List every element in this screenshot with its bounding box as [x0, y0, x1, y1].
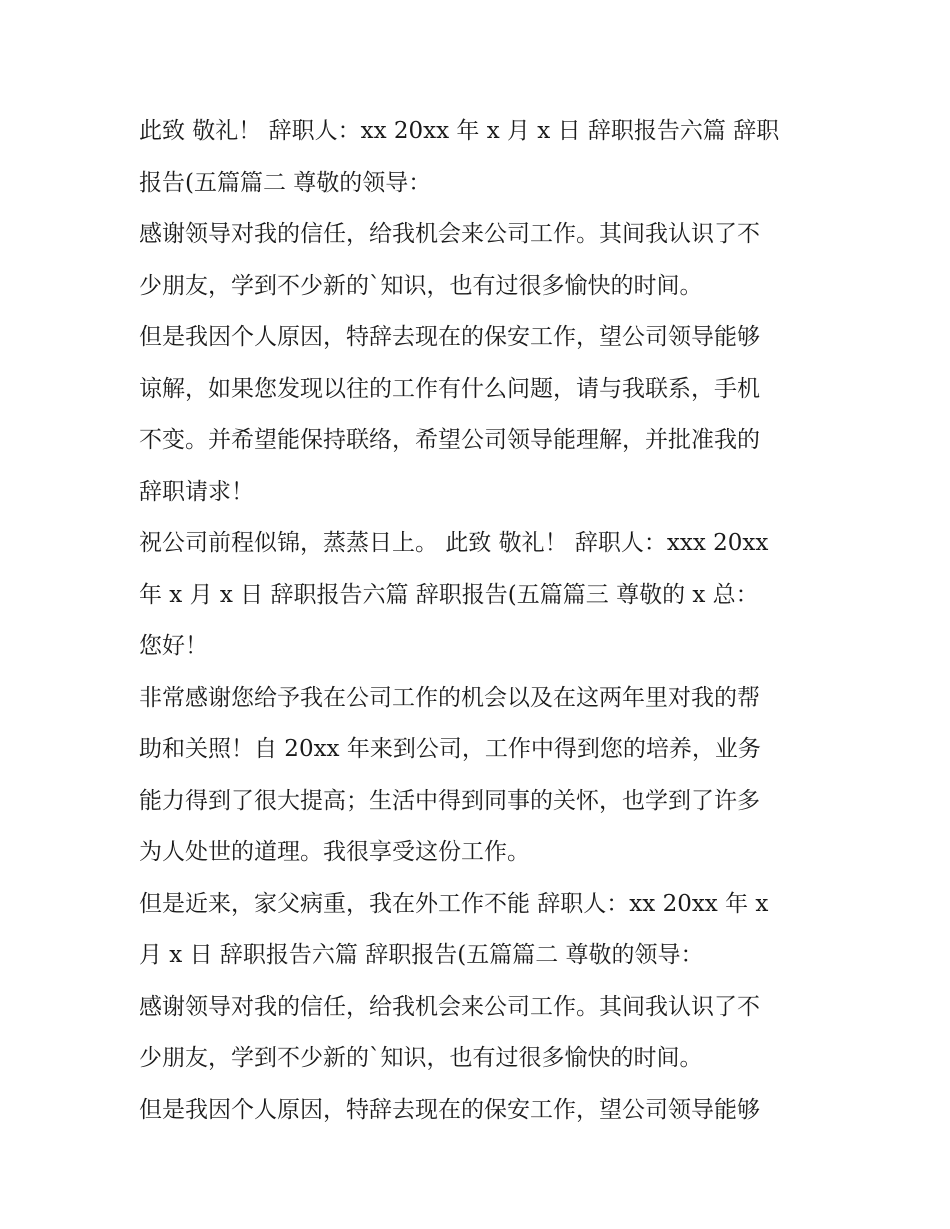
- text-line: 能力得到了很大提高；生活中得到同事的关怀，也学到了许多: [139, 787, 760, 814]
- text-line: 但是我因个人原因，特辞去现在的保安工作，望公司领导能够: [139, 1096, 760, 1123]
- text-line: 谅解，如果您发现以往的工作有什么问题，请与我联系，手机: [139, 375, 760, 402]
- text-line: 辞职请求！: [139, 478, 254, 505]
- text-line: 为人处世的道理。我很享受这份工作。: [139, 839, 530, 865]
- text-line: 但是近来，家父病重，我在外工作不能 辞职人：xx 20xx 年 x: [139, 890, 769, 917]
- text-line: 感谢领导对我的信任，给我机会来公司工作。其间我认识了不: [139, 221, 760, 247]
- document-body: [139, 106, 829, 1136]
- text-line: 但是我因个人原因，特辞去现在的保安工作，望公司领导能够: [139, 324, 760, 350]
- text-line: 您好！: [139, 633, 208, 659]
- text-line: 此致 敬礼！ 辞职人：xx 20xx 年 x 月 x 日 辞职报告六篇 辞职: [139, 118, 780, 144]
- text-line: 年 x 月 x 日 辞职报告六篇 辞职报告(五篇篇三 尊敬的 x 总：: [139, 581, 759, 608]
- text-line: 非常感谢您给予我在公司工作的机会以及在这两年里对我的帮: [139, 684, 760, 711]
- text-line: 少朋友，学到不少新的`知识，也有过很多愉快的时间。: [139, 272, 703, 299]
- text-line: 少朋友，学到不少新的`知识，也有过很多愉快的时间。: [139, 1045, 703, 1071]
- text-line: 感谢领导对我的信任，给我机会来公司工作。其间我认识了不: [139, 993, 760, 1020]
- text-line: 助和关照！自 20xx 年来到公司，工作中得到您的培养，业务: [139, 736, 761, 762]
- text-line: 祝公司前程似锦，蒸蒸日上。 此致 敬礼！ 辞职人：xxx 20xx: [139, 530, 769, 556]
- text-line: 不变。并希望能保持联络，希望公司领导能理解，并批准我的: [139, 427, 760, 453]
- text-line: 报告(五篇篇二 尊敬的领导：: [139, 169, 432, 196]
- text-line: 月 x 日 辞职报告六篇 辞职报告(五篇篇二 尊敬的领导：: [139, 942, 704, 968]
